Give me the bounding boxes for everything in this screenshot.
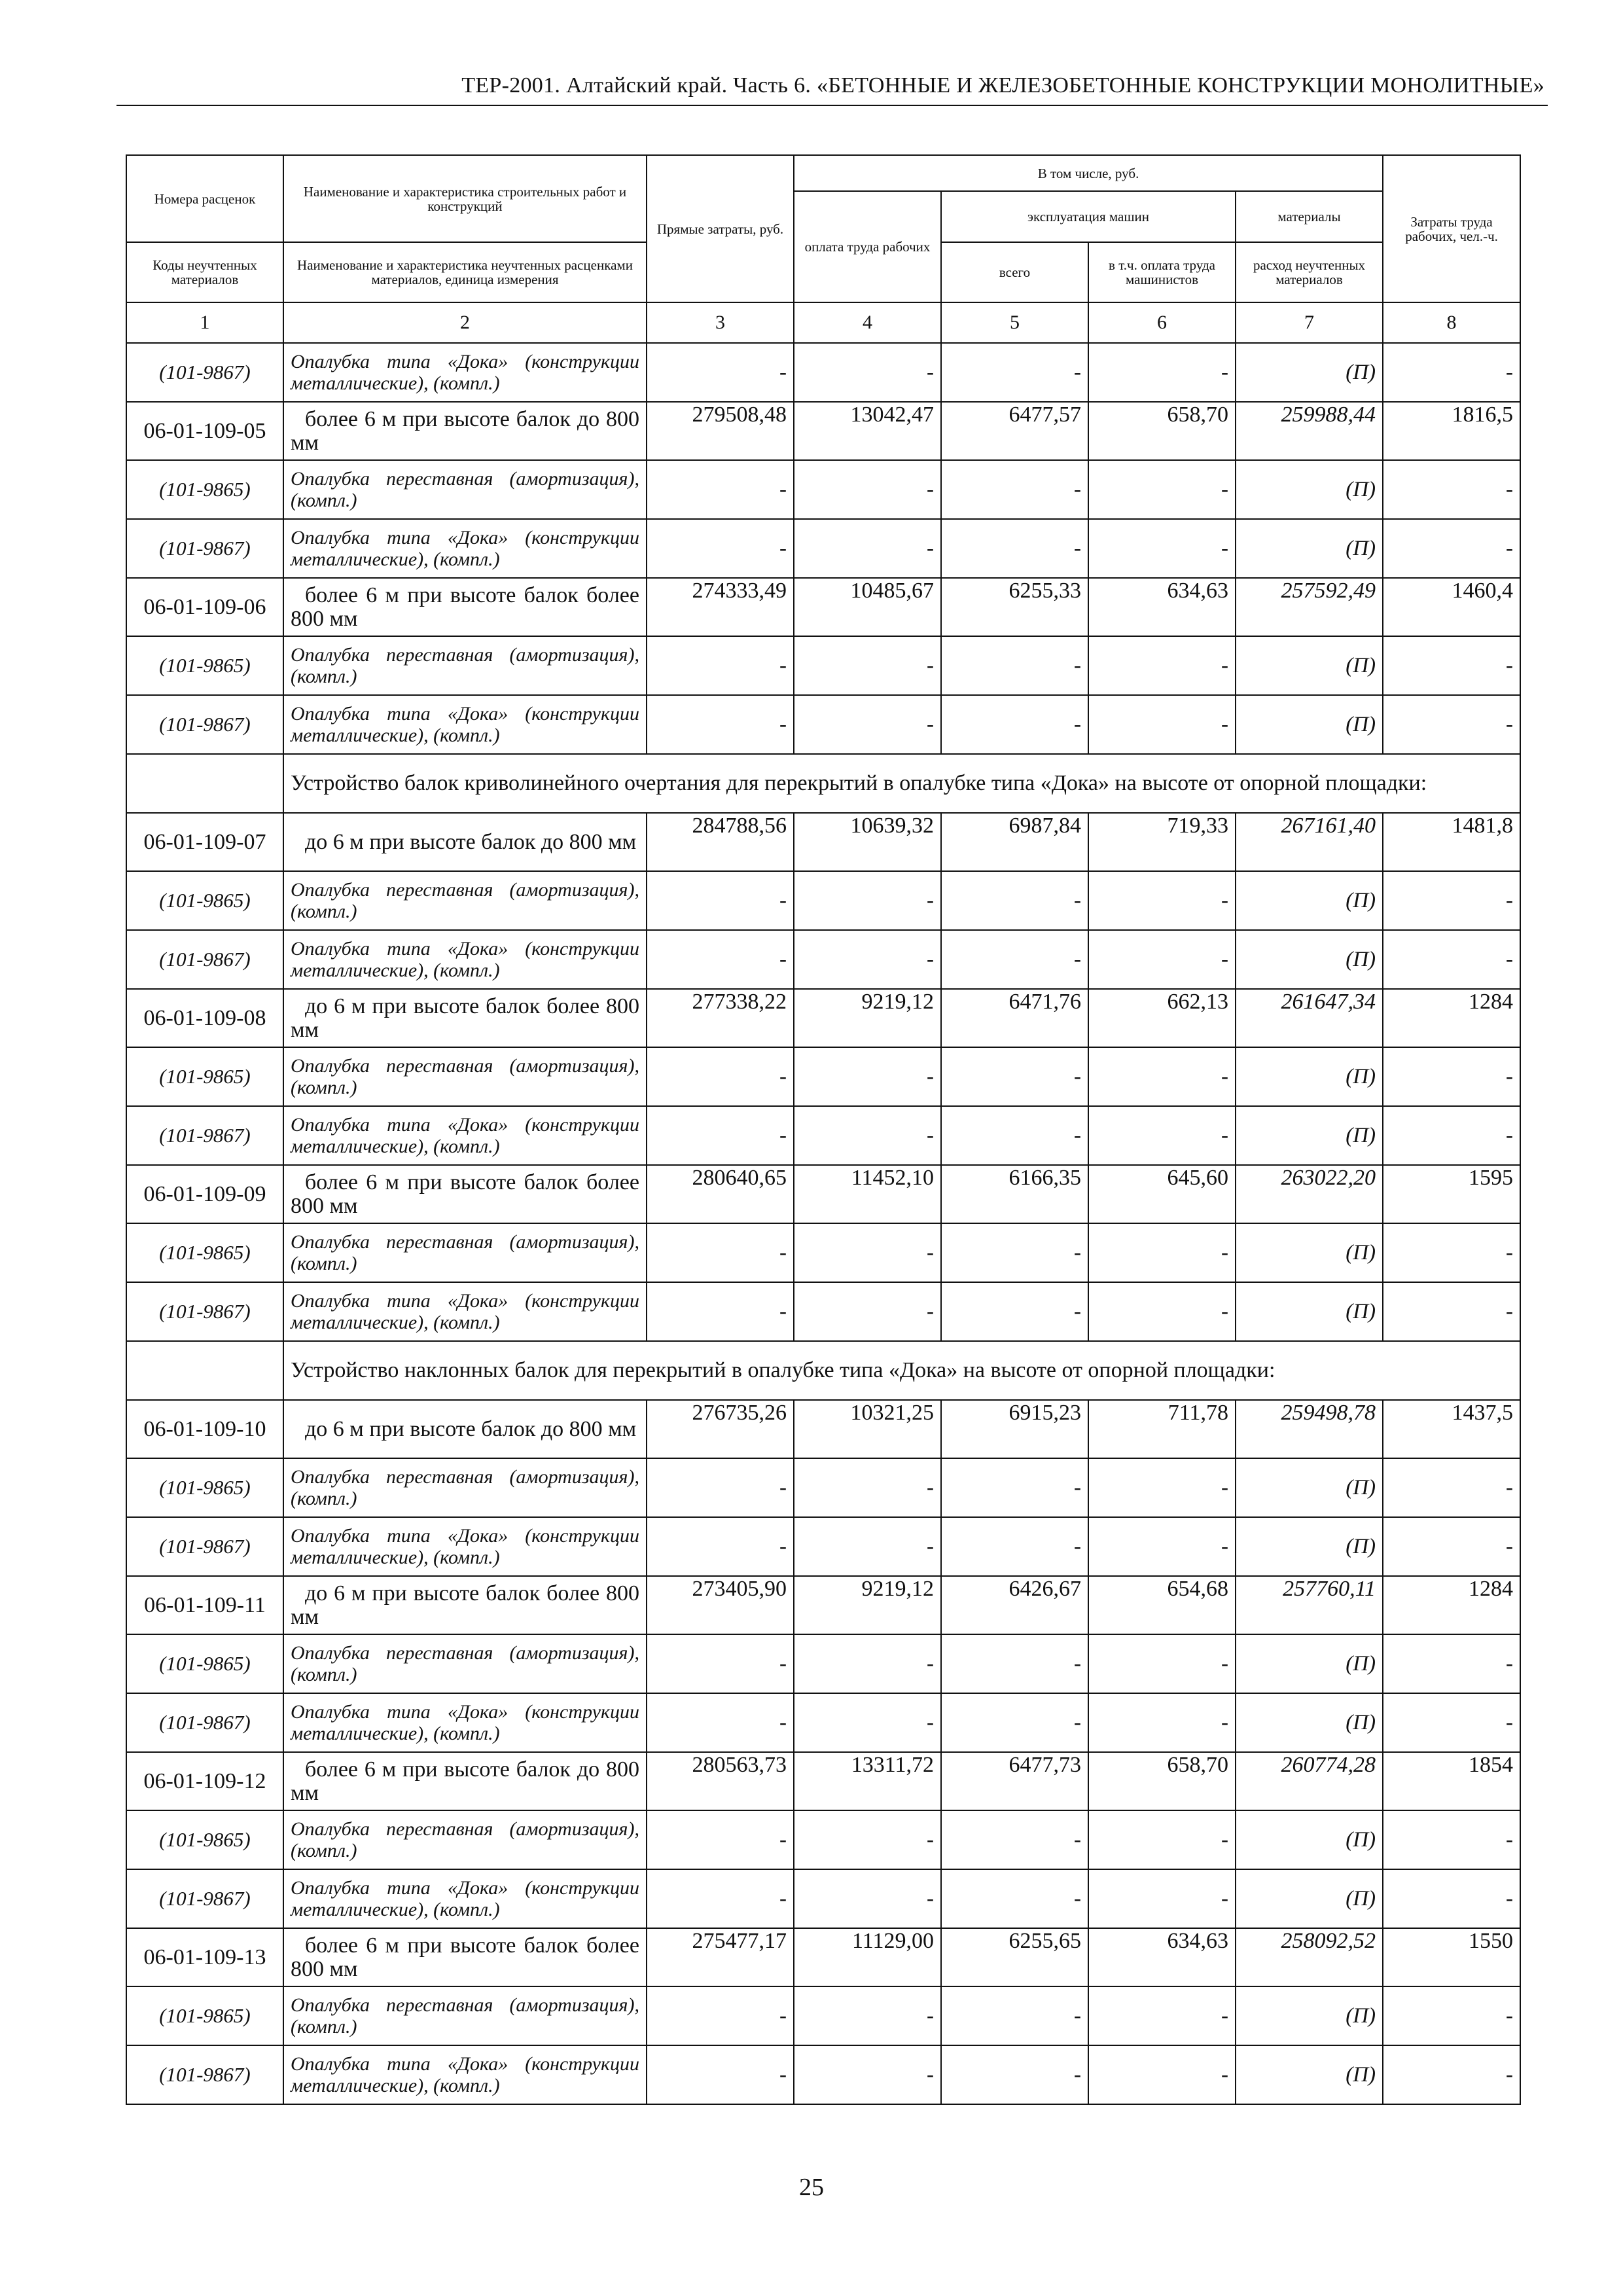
materials-cost-cell: (П) bbox=[1236, 1517, 1383, 1576]
materials-cost-cell: (П) bbox=[1236, 1047, 1383, 1106]
direct-costs-cell: - bbox=[647, 636, 794, 695]
operators-pay-cell: - bbox=[1088, 1047, 1236, 1106]
header-machines-total: всего bbox=[941, 242, 1088, 302]
description-cell: Опалубка переставная (амортизация), (компл.) bbox=[283, 1223, 647, 1282]
machines-total-cell: - bbox=[941, 1693, 1088, 1752]
labor-hours-cell: - bbox=[1383, 871, 1520, 930]
labor-hours-cell: - bbox=[1383, 930, 1520, 989]
rate-code-cell: (101-9867) bbox=[126, 1693, 283, 1752]
labor-hours-cell: - bbox=[1383, 460, 1520, 519]
worker-pay-cell: - bbox=[794, 1106, 941, 1165]
direct-costs-cell: - bbox=[647, 1517, 794, 1576]
labor-hours-cell: 1284 bbox=[1383, 989, 1520, 1047]
page-number: 25 bbox=[799, 2174, 824, 2201]
worker-pay-cell: - bbox=[794, 1810, 941, 1869]
rate-code-cell: 06-01-109-10 bbox=[126, 1400, 283, 1458]
material-row bbox=[126, 343, 1520, 402]
operators-pay-cell: 662,13 bbox=[1088, 989, 1236, 1047]
direct-costs-cell: - bbox=[647, 695, 794, 754]
material-row bbox=[126, 460, 1520, 519]
worker-pay-cell: 10639,32 bbox=[794, 813, 941, 871]
machines-total-cell: - bbox=[941, 1869, 1088, 1928]
worker-pay-cell: - bbox=[794, 1282, 941, 1341]
rate-code-cell: 06-01-109-07 bbox=[126, 813, 283, 871]
materials-cost-cell: (П) bbox=[1236, 930, 1383, 989]
operators-pay-cell: 654,68 bbox=[1088, 1576, 1236, 1634]
machines-total-cell: - bbox=[941, 695, 1088, 754]
description-cell: Опалубка переставная (амортизация), (компл.) bbox=[283, 636, 647, 695]
labor-hours-cell: - bbox=[1383, 1282, 1520, 1341]
direct-costs-cell: - bbox=[647, 343, 794, 402]
worker-pay-cell: - bbox=[794, 1869, 941, 1928]
labor-hours-cell: - bbox=[1383, 695, 1520, 754]
direct-costs-cell: - bbox=[647, 2045, 794, 2104]
operators-pay-cell: - bbox=[1088, 1634, 1236, 1693]
operators-pay-cell: 658,70 bbox=[1088, 402, 1236, 460]
machines-total-cell: - bbox=[941, 1106, 1088, 1165]
direct-costs-cell: - bbox=[647, 1458, 794, 1517]
worker-pay-cell: 13311,72 bbox=[794, 1752, 941, 1810]
materials-cost-cell: (П) bbox=[1236, 1106, 1383, 1165]
direct-costs-cell: 276735,26 bbox=[647, 1400, 794, 1458]
material-row bbox=[126, 1517, 1520, 1576]
materials-cost-cell: 257760,11 bbox=[1236, 1576, 1383, 1634]
description-cell: до 6 м при высоте балок до 800 мм bbox=[283, 1400, 647, 1458]
worker-pay-cell: - bbox=[794, 1223, 941, 1282]
rate-code-cell: (101-9867) bbox=[126, 2045, 283, 2104]
labor-hours-cell: 1816,5 bbox=[1383, 402, 1520, 460]
operators-pay-cell: - bbox=[1088, 871, 1236, 930]
header-labor-hours: Затраты труда рабочих, чел.-ч. bbox=[1383, 155, 1520, 302]
labor-hours-cell: - bbox=[1383, 1634, 1520, 1693]
labor-hours-cell: - bbox=[1383, 343, 1520, 402]
material-row bbox=[126, 1986, 1520, 2045]
rate-code-cell: (101-9867) bbox=[126, 1869, 283, 1928]
section-empty-cell bbox=[126, 1341, 283, 1400]
rate-code-cell: (101-9865) bbox=[126, 1223, 283, 1282]
rate-code-cell: (101-9867) bbox=[126, 1106, 283, 1165]
machines-total-cell: - bbox=[941, 1047, 1088, 1106]
rate-code-cell: (101-9865) bbox=[126, 1047, 283, 1106]
labor-hours-cell: - bbox=[1383, 636, 1520, 695]
labor-hours-cell: 1550 bbox=[1383, 1928, 1520, 1986]
machines-total-cell: - bbox=[941, 1223, 1088, 1282]
rate-code-cell: (101-9865) bbox=[126, 1810, 283, 1869]
machines-total-cell: - bbox=[941, 343, 1088, 402]
materials-cost-cell: 267161,40 bbox=[1236, 813, 1383, 871]
labor-hours-cell: - bbox=[1383, 1223, 1520, 1282]
materials-cost-cell: 257592,49 bbox=[1236, 578, 1383, 636]
rate-code-cell: (101-9867) bbox=[126, 519, 283, 578]
material-row bbox=[126, 1810, 1520, 1869]
description-cell: Опалубка переставная (амортизация), (компл.) bbox=[283, 1634, 647, 1693]
direct-costs-cell: - bbox=[647, 1986, 794, 2045]
operators-pay-cell: - bbox=[1088, 1282, 1236, 1341]
description-cell: Опалубка переставная (амортизация), (компл.) bbox=[283, 871, 647, 930]
rate-row bbox=[126, 578, 1520, 636]
material-row bbox=[126, 636, 1520, 695]
labor-hours-cell: 1595 bbox=[1383, 1165, 1520, 1223]
worker-pay-cell: - bbox=[794, 871, 941, 930]
section-heading-row bbox=[126, 1341, 1520, 1400]
direct-costs-cell: 284788,56 bbox=[647, 813, 794, 871]
direct-costs-cell: - bbox=[647, 1869, 794, 1928]
section-empty-cell bbox=[126, 754, 283, 813]
header-machines: эксплуатация машин bbox=[941, 191, 1236, 242]
operators-pay-cell: 645,60 bbox=[1088, 1165, 1236, 1223]
header-rule bbox=[116, 105, 1548, 106]
machines-total-cell: - bbox=[941, 871, 1088, 930]
materials-cost-cell: (П) bbox=[1236, 1869, 1383, 1928]
labor-hours-cell: - bbox=[1383, 1693, 1520, 1752]
materials-cost-cell: (П) bbox=[1236, 2045, 1383, 2104]
rate-row bbox=[126, 989, 1520, 1047]
worker-pay-cell: - bbox=[794, 1693, 941, 1752]
worker-pay-cell: 10485,67 bbox=[794, 578, 941, 636]
section-title: Устройство наклонных балок для перекрытий в опалубке типа «Дока» на высоте от опорной площадки: bbox=[283, 1341, 1520, 1400]
header-direct-costs: Прямые затраты, руб. bbox=[647, 155, 794, 302]
rate-code-cell: 06-01-109-09 bbox=[126, 1165, 283, 1223]
material-row bbox=[126, 1223, 1520, 1282]
rate-code-cell: (101-9865) bbox=[126, 1458, 283, 1517]
materials-cost-cell: (П) bbox=[1236, 695, 1383, 754]
description-cell: более 6 м при высоте балок более 800 мм bbox=[283, 578, 647, 636]
worker-pay-cell: - bbox=[794, 1986, 941, 2045]
section-title: Устройство балок криволинейного очертания для перекрытий в опалубке типа «Дока» на высоте от опорной площадки: bbox=[283, 754, 1520, 813]
rate-code-cell: (101-9867) bbox=[126, 1517, 283, 1576]
direct-costs-cell: - bbox=[647, 519, 794, 578]
operators-pay-cell: - bbox=[1088, 460, 1236, 519]
direct-costs-cell: - bbox=[647, 871, 794, 930]
material-row bbox=[126, 1458, 1520, 1517]
operators-pay-cell: - bbox=[1088, 636, 1236, 695]
direct-costs-cell: - bbox=[647, 460, 794, 519]
rate-code-cell: 06-01-109-06 bbox=[126, 578, 283, 636]
header-materials: материалы bbox=[1236, 191, 1383, 242]
table-body bbox=[126, 343, 1520, 2104]
machines-total-cell: - bbox=[941, 1282, 1088, 1341]
materials-cost-cell: (П) bbox=[1236, 636, 1383, 695]
direct-costs-cell: 273405,90 bbox=[647, 1576, 794, 1634]
operators-pay-cell: - bbox=[1088, 1458, 1236, 1517]
description-cell: Опалубка типа «Дока» (конструкции металлические), (компл.) bbox=[283, 519, 647, 578]
header-worker-pay: оплата труда рабочих bbox=[794, 191, 941, 302]
operators-pay-cell: - bbox=[1088, 1693, 1236, 1752]
rate-code-cell: 06-01-109-11 bbox=[126, 1576, 283, 1634]
column-number: 7 bbox=[1236, 302, 1383, 343]
header-material-codes: Коды неучтенных материалов bbox=[126, 242, 283, 302]
worker-pay-cell: 11129,00 bbox=[794, 1928, 941, 1986]
direct-costs-cell: 277338,22 bbox=[647, 989, 794, 1047]
labor-hours-cell: - bbox=[1383, 1869, 1520, 1928]
direct-costs-cell: 280563,73 bbox=[647, 1752, 794, 1810]
description-cell: Опалубка переставная (амортизация), (компл.) bbox=[283, 1810, 647, 1869]
rate-code-cell: (101-9865) bbox=[126, 636, 283, 695]
worker-pay-cell: - bbox=[794, 460, 941, 519]
operators-pay-cell: 634,63 bbox=[1088, 578, 1236, 636]
material-row bbox=[126, 1282, 1520, 1341]
materials-cost-cell: (П) bbox=[1236, 519, 1383, 578]
materials-cost-cell: 261647,34 bbox=[1236, 989, 1383, 1047]
rate-row bbox=[126, 1752, 1520, 1810]
operators-pay-cell: - bbox=[1088, 1810, 1236, 1869]
material-row bbox=[126, 1106, 1520, 1165]
operators-pay-cell: 711,78 bbox=[1088, 1400, 1236, 1458]
operators-pay-cell: - bbox=[1088, 1869, 1236, 1928]
operators-pay-cell: - bbox=[1088, 343, 1236, 402]
labor-hours-cell: - bbox=[1383, 519, 1520, 578]
labor-hours-cell: 1481,8 bbox=[1383, 813, 1520, 871]
worker-pay-cell: - bbox=[794, 1047, 941, 1106]
material-row bbox=[126, 1634, 1520, 1693]
direct-costs-cell: 279508,48 bbox=[647, 402, 794, 460]
column-number: 5 bbox=[941, 302, 1088, 343]
worker-pay-cell: 13042,47 bbox=[794, 402, 941, 460]
rate-code-cell: (101-9865) bbox=[126, 871, 283, 930]
materials-cost-cell: (П) bbox=[1236, 1810, 1383, 1869]
labor-hours-cell: - bbox=[1383, 1986, 1520, 2045]
material-row bbox=[126, 695, 1520, 754]
machines-total-cell: - bbox=[941, 519, 1088, 578]
machines-total-cell: 6471,76 bbox=[941, 989, 1088, 1047]
operators-pay-cell: - bbox=[1088, 1106, 1236, 1165]
rate-code-cell: (101-9867) bbox=[126, 343, 283, 402]
worker-pay-cell: - bbox=[794, 930, 941, 989]
machines-total-cell: 6426,67 bbox=[941, 1576, 1088, 1634]
machines-total-cell: 6477,73 bbox=[941, 1752, 1088, 1810]
materials-cost-cell: (П) bbox=[1236, 1458, 1383, 1517]
worker-pay-cell: - bbox=[794, 343, 941, 402]
header-including: В том числе, руб. bbox=[794, 155, 1383, 191]
operators-pay-cell: 658,70 bbox=[1088, 1752, 1236, 1810]
machines-total-cell: - bbox=[941, 1810, 1088, 1869]
worker-pay-cell: 9219,12 bbox=[794, 1576, 941, 1634]
direct-costs-cell: - bbox=[647, 930, 794, 989]
worker-pay-cell: - bbox=[794, 519, 941, 578]
header-work-name: Наименование и характеристика строительных работ и конструкций bbox=[283, 155, 647, 242]
description-cell: Опалубка типа «Дока» (конструкции металлические), (компл.) bbox=[283, 930, 647, 989]
header-material-names: Наименование и характеристика неучтенных расценками материалов, единица измерения bbox=[283, 242, 647, 302]
column-number: 6 bbox=[1088, 302, 1236, 343]
labor-hours-cell: 1284 bbox=[1383, 1576, 1520, 1634]
column-numbers-row bbox=[126, 302, 1520, 343]
description-cell: Опалубка типа «Дока» (конструкции металлические), (компл.) bbox=[283, 343, 647, 402]
rate-code-cell: 06-01-109-08 bbox=[126, 989, 283, 1047]
direct-costs-cell: - bbox=[647, 1693, 794, 1752]
rate-row bbox=[126, 1576, 1520, 1634]
materials-cost-cell: (П) bbox=[1236, 343, 1383, 402]
section-heading-row bbox=[126, 754, 1520, 813]
materials-cost-cell: (П) bbox=[1236, 460, 1383, 519]
column-number: 8 bbox=[1383, 302, 1520, 343]
description-cell: Опалубка типа «Дока» (конструкции металлические), (компл.) bbox=[283, 1106, 647, 1165]
labor-hours-cell: 1437,5 bbox=[1383, 1400, 1520, 1458]
materials-cost-cell: 259988,44 bbox=[1236, 402, 1383, 460]
worker-pay-cell: 11452,10 bbox=[794, 1165, 941, 1223]
rate-code-cell: 06-01-109-12 bbox=[126, 1752, 283, 1810]
labor-hours-cell: 1854 bbox=[1383, 1752, 1520, 1810]
materials-cost-cell: (П) bbox=[1236, 1693, 1383, 1752]
rate-code-cell: (101-9865) bbox=[126, 1634, 283, 1693]
worker-pay-cell: 9219,12 bbox=[794, 989, 941, 1047]
labor-hours-cell: - bbox=[1383, 1106, 1520, 1165]
labor-hours-cell: - bbox=[1383, 1458, 1520, 1517]
machines-total-cell: - bbox=[941, 1634, 1088, 1693]
direct-costs-cell: 274333,49 bbox=[647, 578, 794, 636]
labor-hours-cell: - bbox=[1383, 2045, 1520, 2104]
machines-total-cell: 6255,65 bbox=[941, 1928, 1088, 1986]
description-cell: Опалубка типа «Дока» (конструкции металлические), (компл.) bbox=[283, 1869, 647, 1928]
machines-total-cell: - bbox=[941, 2045, 1088, 2104]
machines-total-cell: 6987,84 bbox=[941, 813, 1088, 871]
description-cell: более 6 м при высоте балок более 800 мм bbox=[283, 1165, 647, 1223]
machines-total-cell: - bbox=[941, 1517, 1088, 1576]
materials-cost-cell: (П) bbox=[1236, 1634, 1383, 1693]
direct-costs-cell: - bbox=[647, 1223, 794, 1282]
rate-row bbox=[126, 1928, 1520, 1986]
column-number: 1 bbox=[126, 302, 283, 343]
column-number: 3 bbox=[647, 302, 794, 343]
materials-cost-cell: 263022,20 bbox=[1236, 1165, 1383, 1223]
rate-code-cell: (101-9867) bbox=[126, 1282, 283, 1341]
operators-pay-cell: - bbox=[1088, 1986, 1236, 2045]
machines-total-cell: - bbox=[941, 1986, 1088, 2045]
rate-row bbox=[126, 1165, 1520, 1223]
description-cell: Опалубка типа «Дока» (конструкции металлические), (компл.) bbox=[283, 695, 647, 754]
worker-pay-cell: - bbox=[794, 695, 941, 754]
description-cell: более 6 м при высоте балок более 800 мм bbox=[283, 1928, 647, 1986]
table-header bbox=[126, 155, 1520, 343]
labor-hours-cell: - bbox=[1383, 1517, 1520, 1576]
machines-total-cell: - bbox=[941, 1458, 1088, 1517]
description-cell: более 6 м при высоте балок до 800 мм bbox=[283, 402, 647, 460]
materials-cost-cell: (П) bbox=[1236, 871, 1383, 930]
rate-code-cell: (101-9865) bbox=[126, 1986, 283, 2045]
materials-cost-cell: (П) bbox=[1236, 1282, 1383, 1341]
materials-cost-cell: (П) bbox=[1236, 1223, 1383, 1282]
description-cell: Опалубка типа «Дока» (конструкции металлические), (компл.) bbox=[283, 1693, 647, 1752]
rates-table bbox=[126, 154, 1521, 2105]
rate-code-cell: (101-9865) bbox=[126, 460, 283, 519]
operators-pay-cell: - bbox=[1088, 519, 1236, 578]
materials-cost-cell: (П) bbox=[1236, 1986, 1383, 2045]
operators-pay-cell: 719,33 bbox=[1088, 813, 1236, 871]
operators-pay-cell: - bbox=[1088, 1517, 1236, 1576]
rate-code-cell: 06-01-109-05 bbox=[126, 402, 283, 460]
direct-costs-cell: - bbox=[647, 1106, 794, 1165]
machines-total-cell: - bbox=[941, 636, 1088, 695]
direct-costs-cell: 275477,17 bbox=[647, 1928, 794, 1986]
direct-costs-cell: - bbox=[647, 1810, 794, 1869]
header-operators-pay: в т.ч. оплата труда машинистов bbox=[1088, 242, 1236, 302]
direct-costs-cell: - bbox=[647, 1634, 794, 1693]
description-cell: Опалубка типа «Дока» (конструкции металлические), (компл.) bbox=[283, 1282, 647, 1341]
material-row bbox=[126, 1047, 1520, 1106]
machines-total-cell: 6915,23 bbox=[941, 1400, 1088, 1458]
operators-pay-cell: 634,63 bbox=[1088, 1928, 1236, 1986]
material-row bbox=[126, 519, 1520, 578]
worker-pay-cell: - bbox=[794, 1458, 941, 1517]
description-cell: до 6 м при высоте балок более 800 мм bbox=[283, 989, 647, 1047]
material-row bbox=[126, 1869, 1520, 1928]
description-cell: Опалубка переставная (амортизация), (компл.) bbox=[283, 460, 647, 519]
labor-hours-cell: - bbox=[1383, 1810, 1520, 1869]
rate-code-cell: (101-9867) bbox=[126, 695, 283, 754]
worker-pay-cell: - bbox=[794, 1517, 941, 1576]
direct-costs-cell: - bbox=[647, 1282, 794, 1341]
material-row bbox=[126, 930, 1520, 989]
running-header: ТЕР-2001. Алтайский край. Часть 6. «БЕТОННЫЕ И ЖЕЛЕЗОБЕТОННЫЕ КОНСТРУКЦИИ МОНОЛИТНЫЕ» bbox=[461, 73, 1544, 98]
worker-pay-cell: - bbox=[794, 1634, 941, 1693]
header-rate-numbers: Номера расценок bbox=[126, 155, 283, 242]
machines-total-cell: 6255,33 bbox=[941, 578, 1088, 636]
material-row bbox=[126, 871, 1520, 930]
description-cell: до 6 м при высоте балок до 800 мм bbox=[283, 813, 647, 871]
column-number: 2 bbox=[283, 302, 647, 343]
rate-code-cell: (101-9867) bbox=[126, 930, 283, 989]
rate-row bbox=[126, 1400, 1520, 1458]
worker-pay-cell: - bbox=[794, 636, 941, 695]
materials-cost-cell: 258092,52 bbox=[1236, 1928, 1383, 1986]
rate-code-cell: 06-01-109-13 bbox=[126, 1928, 283, 1986]
material-row bbox=[126, 1693, 1520, 1752]
machines-total-cell: - bbox=[941, 460, 1088, 519]
column-number: 4 bbox=[794, 302, 941, 343]
worker-pay-cell: - bbox=[794, 2045, 941, 2104]
description-cell: Опалубка переставная (амортизация), (компл.) bbox=[283, 1986, 647, 2045]
machines-total-cell: - bbox=[941, 930, 1088, 989]
description-cell: Опалубка переставная (амортизация), (компл.) bbox=[283, 1047, 647, 1106]
rate-row bbox=[126, 813, 1520, 871]
operators-pay-cell: - bbox=[1088, 695, 1236, 754]
description-cell: более 6 м при высоте балок до 800 мм bbox=[283, 1752, 647, 1810]
description-cell: Опалубка переставная (амортизация), (компл.) bbox=[283, 1458, 647, 1517]
machines-total-cell: 6477,57 bbox=[941, 402, 1088, 460]
worker-pay-cell: 10321,25 bbox=[794, 1400, 941, 1458]
labor-hours-cell: - bbox=[1383, 1047, 1520, 1106]
rate-row bbox=[126, 402, 1520, 460]
operators-pay-cell: - bbox=[1088, 2045, 1236, 2104]
machines-total-cell: 6166,35 bbox=[941, 1165, 1088, 1223]
description-cell: Опалубка типа «Дока» (конструкции металлические), (компл.) bbox=[283, 1517, 647, 1576]
operators-pay-cell: - bbox=[1088, 1223, 1236, 1282]
description-cell: до 6 м при высоте балок более 800 мм bbox=[283, 1576, 647, 1634]
description-cell: Опалубка типа «Дока» (конструкции металлические), (компл.) bbox=[283, 2045, 647, 2104]
direct-costs-cell: 280640,65 bbox=[647, 1165, 794, 1223]
header-materials-use: расход неучтенных материалов bbox=[1236, 242, 1383, 302]
materials-cost-cell: 259498,78 bbox=[1236, 1400, 1383, 1458]
labor-hours-cell: 1460,4 bbox=[1383, 578, 1520, 636]
operators-pay-cell: - bbox=[1088, 930, 1236, 989]
material-row bbox=[126, 2045, 1520, 2104]
direct-costs-cell: - bbox=[647, 1047, 794, 1106]
materials-cost-cell: 260774,28 bbox=[1236, 1752, 1383, 1810]
